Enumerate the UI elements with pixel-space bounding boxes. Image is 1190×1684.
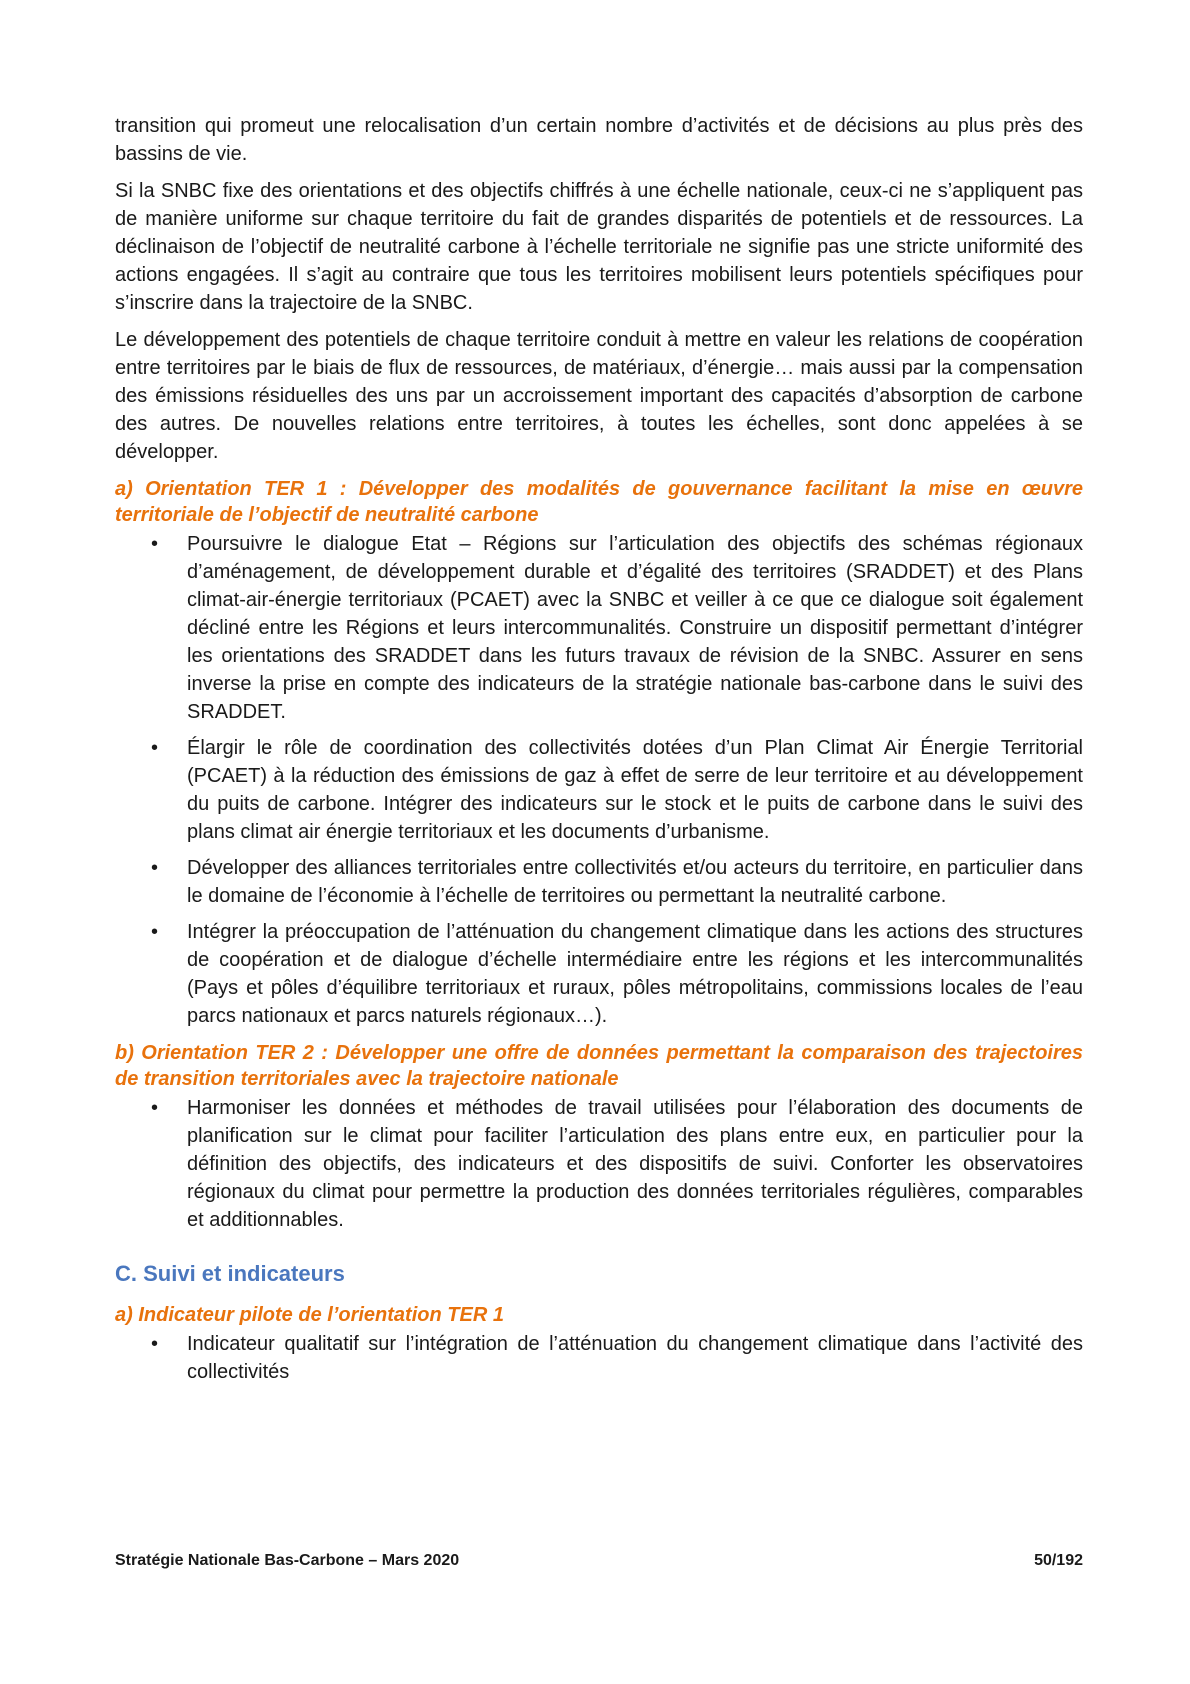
list-indicateur-ter1 xyxy=(115,1330,1083,1386)
paragraph-intro-continuation: transition qui promeut une relocalisation d’un certain nombre d’activités et de décisions au plus près des bassins de vie. xyxy=(115,115,1083,165)
list-item-text: Harmoniser les données et méthodes de travail utilisées pour l’élaboration des documents de planification sur le climat pour faciliter l’articulation des plans entre eux, en particulier pour la définition des objectifs, des indicateurs et des dispositifs de suivi. Conforter les observatoires régionaux du climat pour permettre la production des données territoriales régulières, comparables et additionnables. xyxy=(187,1097,1083,1231)
bullet-icon: • xyxy=(151,1333,159,1355)
heading-orientation-ter1: a) Orientation TER 1 : Développer des modalités de gouvernance facilitant la mise en œuvre territoriale de l’objectif de neutralité carbone xyxy=(115,478,1083,526)
bullet-icon: • xyxy=(151,533,159,555)
list-item-text: Élargir le rôle de coordination des collectivités dotées d’un Plan Climat Air Énergie Territorial (PCAET) à la réduction des émissions de gaz à effet de serre de leur territoire et au développement du puits de carbone. Intégrer des indicateurs sur le stock et le puits de carbone dans le suivi des plans climat air énergie territoriaux et les documents d’urbanisme. xyxy=(187,737,1083,843)
list-item-text: Intégrer la préoccupation de l’atténuation du changement climatique dans les actions des structures de coopération et de dialogue d’échelle intermédiaire entre les régions et les intercommunalités (Pays et pôles d’équilibre territoriaux et ruraux, pôles métropolitains, commissions locales de l’eau parcs nationaux et parcs naturels régionaux…). xyxy=(187,921,1083,1027)
list-item xyxy=(115,854,1083,910)
list-item-text: Développer des alliances territoriales entre collectivités et/ou acteurs du territoire, en particulier dans le domaine de l’économie à l’échelle de territoires ou permettant la neutralité carbone. xyxy=(187,857,1083,907)
list-orientation-ter1 xyxy=(115,530,1083,1030)
page-footer xyxy=(115,1552,1083,1570)
document-page xyxy=(115,112,1083,1394)
section-title-suivi-indicateurs: C. Suivi et indicateurs xyxy=(115,1261,345,1286)
list-item xyxy=(115,1094,1083,1234)
list-item-text: Indicateur qualitatif sur l’intégration de l’atténuation du changement climatique dans l’activité des collectivités xyxy=(187,1333,1083,1383)
list-item-text: Poursuivre le dialogue Etat – Régions sur l’articulation des objectifs des schémas régionaux d’aménagement, de développement durable et d’égalité des territoires (SRADDET) et des Plans climat-air-énergie territoriaux (PCAET) avec la SNBC et veiller à ce que ce dialogue soit également décliné entre les Régions et leurs intercommunalités. Construire un dispositif permettant d’intégrer les orientations des SRADDET dans les futurs travaux de révision de la SNBC. Assurer en sens inverse la prise en compte des indicateurs de la stratégie nationale bas-carbone dans le suivi des SRADDET. xyxy=(187,533,1083,723)
footer-page-number: 50/192 xyxy=(1034,1552,1083,1569)
list-orientation-ter2 xyxy=(115,1094,1083,1234)
paragraph-cooperation: Le développement des potentiels de chaque territoire conduit à mettre en valeur les relations de coopération entre territoires par le biais de flux de ressources, de matériaux, d’énergie… mais aussi par la compensation des émissions résiduelles des uns par un accroissement important des capacités d’absorption de carbone des autres. De nouvelles relations entre territoires, à toutes les échelles, sont donc appelées à se développer. xyxy=(115,329,1083,463)
bullet-icon: • xyxy=(151,737,159,759)
bullet-icon: • xyxy=(151,1097,159,1119)
list-item xyxy=(115,530,1083,726)
list-item xyxy=(115,918,1083,1030)
list-item xyxy=(115,734,1083,846)
heading-orientation-ter2: b) Orientation TER 2 : Développer une offre de données permettant la comparaison des trajectoires de transition territoriales avec la trajectoire nationale xyxy=(115,1042,1083,1090)
bullet-icon: • xyxy=(151,857,159,879)
footer-document-title: Stratégie Nationale Bas-Carbone – Mars 2020 xyxy=(115,1552,460,1569)
bullet-icon: • xyxy=(151,921,159,943)
paragraph-snbc-territories: Si la SNBC fixe des orientations et des objectifs chiffrés à une échelle nationale, ceux-ci ne s’appliquent pas de manière uniforme sur chaque territoire du fait de grandes disparités de potentiels et de ressources. La déclinaison de l’objectif de neutralité carbone à l’échelle territoriale ne signifie pas une stricte uniformité des actions engagées. Il s’agit au contraire que tous les territoires mobilisent leurs potentiels spécifiques pour s’inscrire dans la trajectoire de la SNBC. xyxy=(115,180,1083,314)
list-item xyxy=(115,1330,1083,1386)
heading-indicateur-ter1: a) Indicateur pilote de l’orientation TER 1 xyxy=(115,1304,504,1326)
